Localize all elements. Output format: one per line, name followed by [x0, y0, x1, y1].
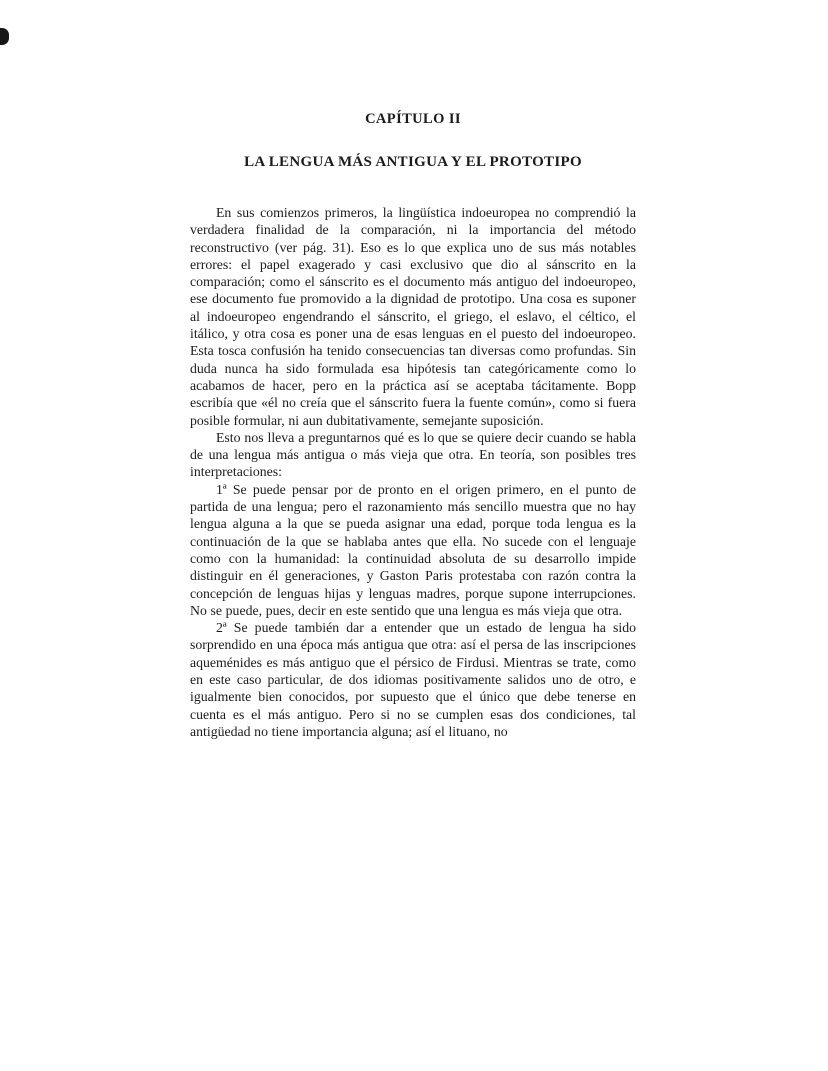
paragraph-1: En sus comienzos primeros, la lingüística indoeuropea no comprendió la verdadera finalidad de la comparación, ni la importancia del método reconstructivo (ver pág. 31). Eso es lo que explica uno de sus más notables errores: el papel exagerado y casi exclusivo que dio al sánscrito en la comparación; como el sánscrito es el documento más antiguo del indoeuropeo, ese documento fue promovido a la dignidad de prototipo. Una cosa es suponer al indoeuropeo engendrando el sánscrito, el griego, el eslavo, el céltico, el itálico, y otra cosa es poner una de esas lenguas en el puesto del indoeuropeo. Esta tosca confusión ha tenido consecuencias tan diversas como profundas. Sin duda nunca ha sido formulada esa hipótesis tan categóricamente como lo acabamos de hacer, pero en la práctica así se aceptaba tácitamente. Bopp escribía que «él no creía que el sánscrito fuera la fuente común», como si fuera posible formular, ni aun dubitativamente, semejante suposición.: [190, 205, 636, 428]
paragraph-3: 1ª Se puede pensar por de pronto en el origen primero, en el punto de partida de una lengua; pero el razonamiento más sencillo muestra que no hay lengua alguna a la que se pueda asignar una edad, porque toda lengua es la continuación de la que se hablaba antes que ella. No sucede con el lenguaje como con la humanidad: la continuidad absoluta de su desarrollo impide distinguir en él generaciones, y Gaston Paris protestaba con razón contra la concepción de lenguas hijas y lenguas madres, porque supone interrupciones. No se puede, pues, decir en este sentido que una lengua es más vieja que otra.: [190, 481, 636, 618]
chapter-title: LA LENGUA MÁS ANTIGUA Y EL PROTOTIPO: [244, 154, 582, 170]
paragraph-2: Esto nos lleva a preguntarnos qué es lo que se quiere decir cuando se habla de una lengua más antigua o más vieja que otra. En teoría, son posibles tres interpretaciones:: [190, 429, 636, 480]
scan-artifact: [0, 28, 9, 45]
text-block: [190, 111, 636, 740]
chapter-heading: CAPÍTULO II: [365, 111, 461, 127]
paragraph-4: 2ª Se puede también dar a entender que un estado de lengua ha sido sorprendido en una época más antigua que otra: así el persa de las inscripciones aqueménides es más antiguo que el pérsico de Firdusi. Mientras se trate, como en este caso particular, de dos idiomas positivamente salidos uno de otro, e igualmente bien conocidos, por supuesto que el único que debe tenerse en cuenta es el más antiguo. Pero si no se cumplen esas dos condiciones, tal antigüedad no tiene importancia alguna; así el lituano, no: [190, 620, 636, 739]
